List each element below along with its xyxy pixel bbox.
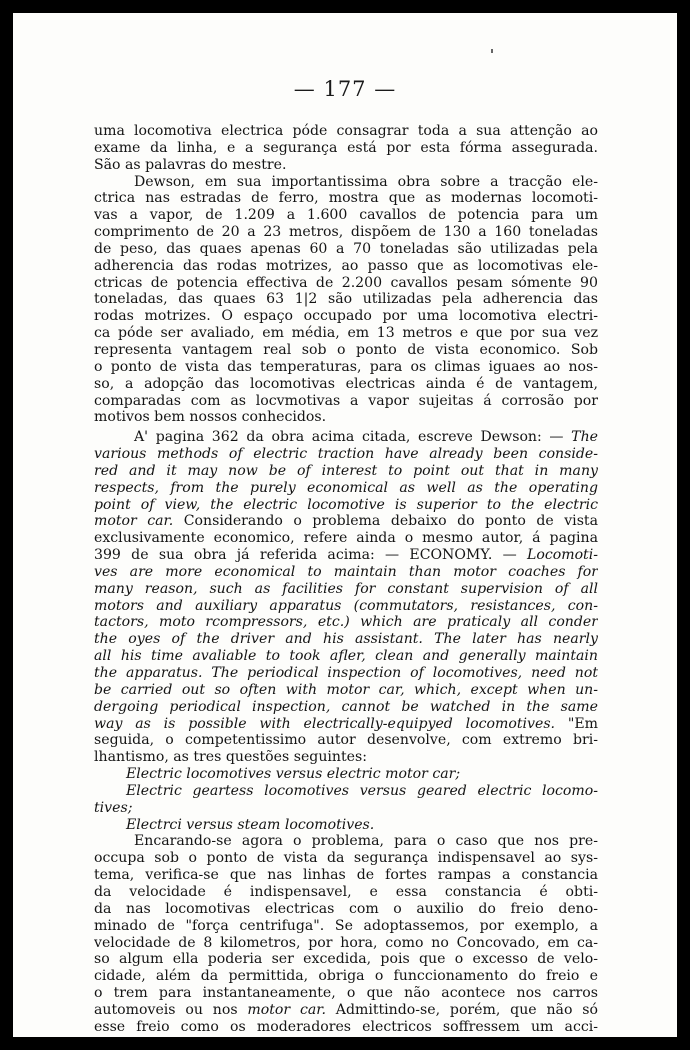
italic-text: Electrci versus steam locomotives. [126,816,375,833]
text-line [94,732,598,749]
italic-text: red and it may now be of interest to point out that in many [94,462,598,479]
text-line [94,359,598,376]
text-line [94,951,598,968]
text-run: 399 de sua obra já referida acima: — ECONOMY. — [94,547,527,564]
italic-text: dergoing periodical inspection, cannot be watched in the same [94,698,598,715]
text-run: Encarando-se agora o problema, para o caso que nos pre- [134,833,598,850]
text-line [94,291,598,308]
text-run: comprimento de 20 a 23 metros, dispõem de 130 a 160 toneladas [94,224,598,241]
text-run: uma locomotiva electrica póde consagrar toda a sua attenção ao [94,123,598,139]
body-text [94,123,598,1036]
text-run: esse freio como os moderadores electricos soffressem um acci- [94,1018,598,1035]
text-line [94,749,598,766]
book-page [13,13,677,1037]
text-line [94,241,598,258]
text-run: seguida, o competentissimo autor desenvolve, com extremo bri- [94,732,598,749]
text-run: minado de "força centrifuga". Se adoptassemos, por exemplo, a [94,917,598,934]
italic-text: The [571,429,598,446]
italic-text: respects, from the purely economical as well as the operating [94,479,598,496]
text-run: de peso, das quaes apenas 60 a 70 toneladas são utilizadas pela [94,240,598,257]
italic-text: all his time avaliable to took afler, clean and generally maintain [94,648,598,665]
text-run: exclusivamente economico, refere ainda o mesmo autor, á pagina [94,530,598,547]
text-line [94,140,598,157]
text-line [94,446,598,463]
text-line [94,174,598,191]
text-line [94,393,598,410]
italic-text: Locomoti- [526,547,598,564]
text-run: velocidade de 8 kilometros, por hora, como no Concovado, em ca- [94,934,598,951]
text-line [94,665,598,682]
italic-text: ves are more economical to maintain than motor coaches for [94,563,598,580]
text-run: comparadas com as locvmotivas a vapor sujeitas á corrosão por [94,392,598,409]
text-line [94,224,598,241]
text-run: São as palavras do mestre. [94,156,287,173]
text-run: rodas motrizes. O espaço occupado por uma locomotiva electri- [94,308,598,325]
paragraph-p3 [94,429,598,766]
text-run: "Em [555,715,598,732]
text-run: ctricas de potencia effectiva de 2.200 cavallos pesam sómente 90 [94,274,598,291]
text-line [94,275,598,292]
italic-text: many reason, such as facilities for constant supervision of all [94,580,598,597]
italic-text: motor car. [94,513,174,530]
text-run: occupa sob o ponto de vista da segurança indispensavel ao sys- [94,850,598,867]
text-line [94,123,598,140]
text-run: ctrica nas estradas de ferro, mostra que as modernas locomoti- [94,190,598,207]
text-run: o ponto de vista das temperaturas, para os climas iguaes ao nos- [94,358,598,375]
text-line [94,429,598,446]
paragraph-p5 [94,833,598,1035]
print-speck [491,49,493,53]
text-run: representa vantagem real sob o ponto de vista economico. Sob [94,341,598,358]
text-run: ca póde ser avaliado, em média, em 13 metros e que por sua vez [94,325,598,342]
text-run: cidade, além da permittida, obriga o funccionamento do freio e [94,968,598,985]
text-run: da velocidade é indispensavel, e essa constancia é obti- [94,883,598,900]
text-run: lhantismo, as tres questões seguintes: [94,749,367,766]
italic-text: tives; [94,799,133,816]
text-run: tema, verifica-se que nas linhas de fortes rampas a constancia [94,867,598,884]
text-line [94,783,598,800]
text-line [94,409,598,426]
text-line [94,716,598,733]
italic-text: the apparatus. The periodical inspection of locomotives, need not [94,665,598,681]
text-line [94,530,598,547]
italic-text: be carried out so often with motor car, which, except when un- [94,681,598,698]
text-line [94,682,598,699]
text-run: exame da linha, e a segurança está por esta fórma assegurada. [94,139,598,156]
text-line [94,564,598,581]
text-run: A' pagina 362 da obra acima citada, escreve Dewson: — [134,429,572,446]
text-line [94,376,598,393]
text-line [94,817,598,834]
text-line [94,598,598,615]
text-run: adherencia das rodas motrizes, ao passo que as locomotivas ele- [94,257,598,274]
italic-text: various methods of electric traction have already been conside- [94,446,598,463]
text-line [94,699,598,716]
text-line [94,581,598,598]
italic-text: motors and auxiliary apparatus (commutators, resistances, con- [94,597,598,614]
text-line [94,190,598,207]
text-line [94,258,598,275]
italic-text: point of view, the electric locomotive is superior to the electric [94,496,598,513]
text-line [94,1002,598,1019]
text-run: motivos bem nossos conhecidos. [94,409,327,426]
text-line [94,325,598,342]
text-run: so algum ella poderia ser excedida, pois que o excesso de velo- [94,951,598,968]
italic-text: the oyes of the driver and his assistant. The later has nearly [94,631,598,648]
text-run: so, a adopção das locomotivas electricas ainda é de vantagem, [94,375,598,392]
text-line [94,342,598,359]
text-line [94,850,598,867]
page-number: — 177 — [293,77,397,101]
text-run: Dewson, em sua importantissima obra sobre a tracção ele- [134,173,598,190]
text-line [94,497,598,514]
paragraph-p4 [94,766,598,833]
text-line [94,631,598,648]
text-line [94,833,598,850]
text-line [94,463,598,480]
text-line [94,985,598,1002]
italic-text: way as is possible with electrically-equipyed locomotives. [94,715,556,732]
italic-text: motor car. [247,1001,326,1018]
paragraph-p1 [94,123,598,174]
text-run: Considerando o problema debaixo do ponto de vista [173,513,598,530]
text-line [94,1019,598,1036]
text-line [94,207,598,224]
text-line [94,513,598,530]
text-line [94,648,598,665]
text-line [94,901,598,918]
text-line [94,800,598,817]
text-line [94,935,598,952]
text-line [94,968,598,985]
text-run: o trem para instantaneamente, o que não acontece nos carros [94,985,598,1002]
paragraph-p2 [94,174,598,427]
italic-text: tactors, moto rcompressors, etc.) which are praticaly all conder [94,614,598,631]
italic-text: Electric locomotives versus electric motor car; [126,766,461,783]
text-run: Admittindo-se, porém, que não só [325,1001,598,1018]
text-line [94,547,598,564]
text-line [94,157,598,174]
italic-text: Electric geartess locomotives versus geared electric locomo- [126,782,598,799]
text-line [94,884,598,901]
text-line [94,480,598,497]
text-run: toneladas, das quaes 63 1|2 são utilizadas pela adherencia das [94,291,598,308]
text-line [94,918,598,935]
text-line [94,867,598,884]
text-line [94,614,598,631]
text-run: da nas locomotivas electricas com o auxilio do freio deno- [94,900,598,917]
text-line [94,766,598,783]
text-run: automoveis ou nos [94,1001,248,1018]
text-line [94,308,598,325]
text-run: vas a vapor, de 1.209 a 1.600 cavallos de potencia para um [94,207,598,224]
